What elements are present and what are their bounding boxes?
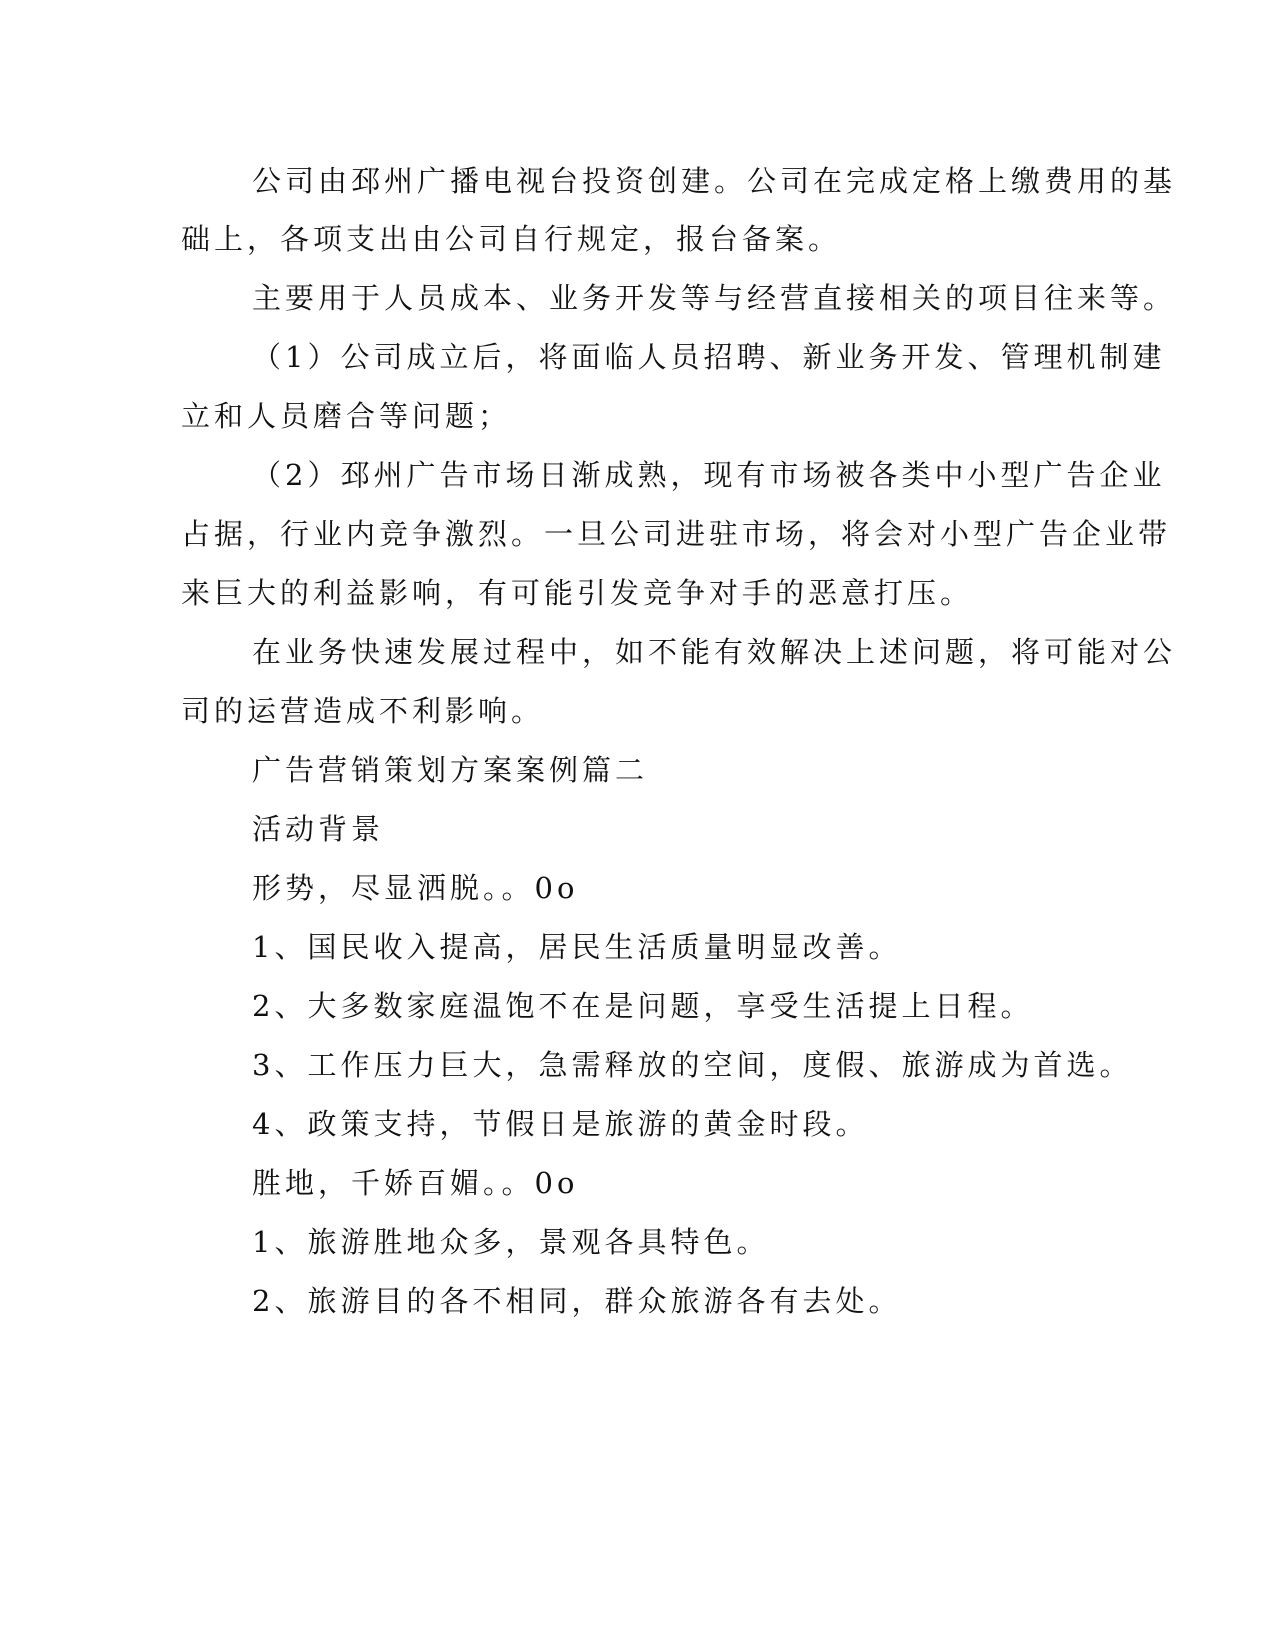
text-line: 在业务快速发展过程中，如不能有效解决上述问题，将可能对公 [252, 635, 1177, 669]
text-line: （1）公司成立后，将面临人员招聘、新业务开发、管理机制建 [252, 340, 1166, 374]
list-item: 2、旅游目的各不相同，群众旅游各有去处。 [252, 1284, 902, 1318]
text-line: 来巨大的利益影响，有可能引发竞争对手的恶意打压。 [181, 576, 974, 610]
text-line: 司的运营造成不利影响。 [181, 694, 545, 728]
text-line: 占据，行业内竞争激烈。一旦公司进驻市场，将会对小型广告企业带 [181, 517, 1172, 551]
text-line: 主要用于人员成本、业务开发等与经营直接相关的项目往来等。 [252, 281, 1177, 315]
list-item: 4、政策支持，节假日是旅游的黄金时段。 [252, 1107, 869, 1141]
text-line: （2）邳州广告市场日渐成熟，现有市场被各类中小型广告企业 [252, 458, 1166, 492]
text-line: 立和人员磨合等问题； [181, 399, 512, 433]
text-line: 公司由邳州广播电视台投资创建。公司在完成定格上缴费用的基 [252, 164, 1177, 198]
text-line: 胜地，千娇百媚。。0o [252, 1166, 579, 1200]
list-item: 2、大多数家庭温饱不在是问题，享受生活提上日程。 [252, 989, 1034, 1023]
subsection-heading: 活动背景 [252, 812, 385, 846]
text-line: 础上，各项支出由公司自行规定，报台备案。 [181, 222, 842, 256]
list-item: 3、工作压力巨大，急需释放的空间，度假、旅游成为首选。 [252, 1048, 1133, 1082]
section-heading: 广告营销策划方案案例篇二 [252, 753, 649, 787]
list-item: 1、旅游胜地众多，景观各具特色。 [252, 1225, 770, 1259]
list-item: 1、国民收入提高，居民生活质量明显改善。 [252, 930, 902, 964]
text-line: 形势，尽显洒脱。。0o [252, 871, 579, 905]
